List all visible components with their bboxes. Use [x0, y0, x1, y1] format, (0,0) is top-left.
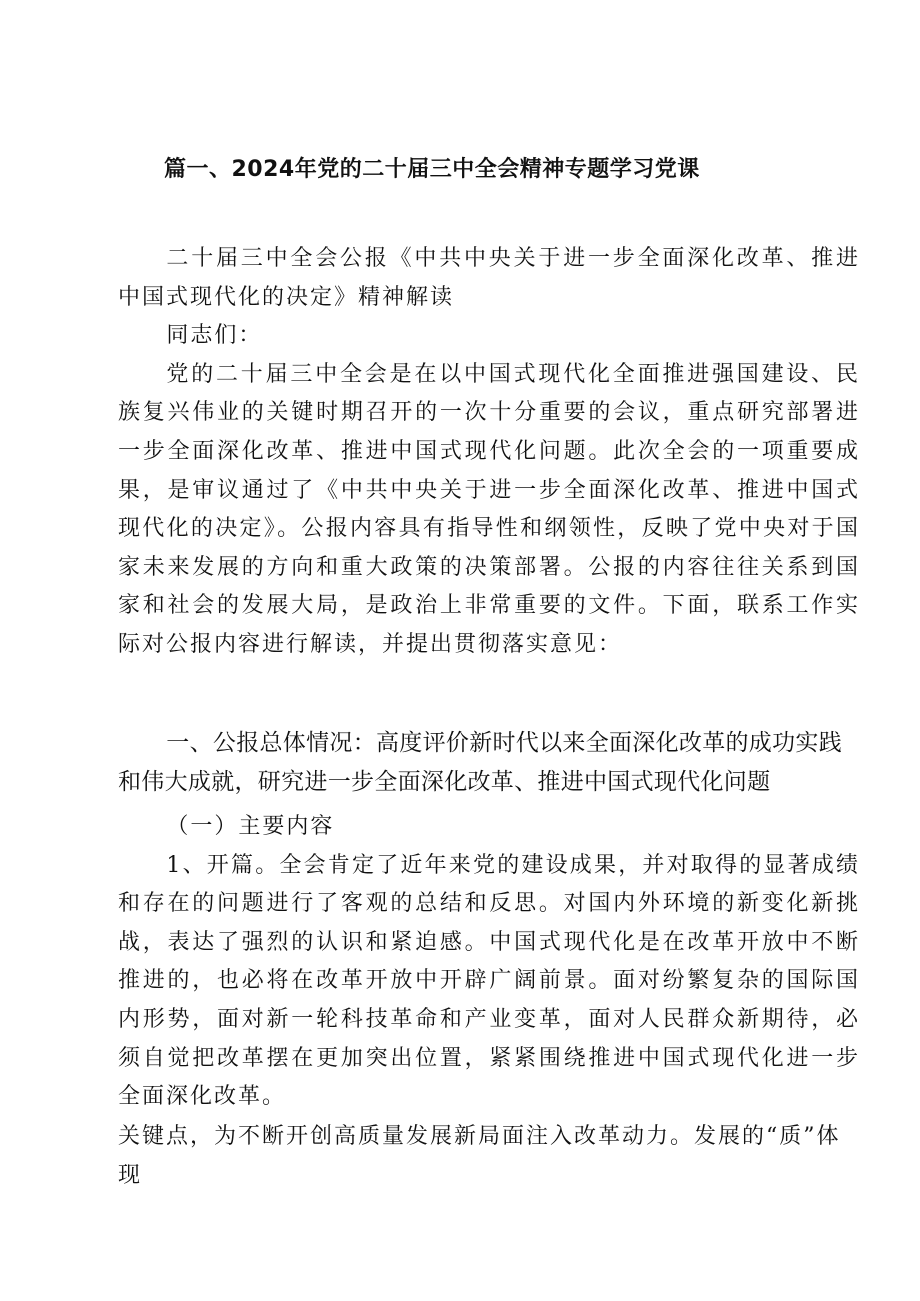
- subheading: （一）主要内容: [166, 814, 335, 839]
- intro-block: [118, 240, 860, 665]
- body-paragraph-2: 1、开篇。全会肯定了近年来党的建设成果，并对取得的显著成绩和存在的问题进行了客观的总结和反思。对国内外环境的新变化新挑战，表达了强烈的认识和紧迫感。中国式现代化是在改革开放中不断推进的，也必将在改革开放中开辟广阔前景。面对纷繁复杂的国际国内形势，面对新一轮科技革命和产业变革，面对人民群众新期待，必须自觉把改革摆在更加突出位置，紧紧围绕推进中国式现代化进一步全面深化改革。: [118, 852, 860, 1110]
- document-title: 篇一、2024年党的二十届三中全会精神专题学习党课: [164, 157, 700, 182]
- body-paragraph-1: 党的二十届三中全会是在以中国式现代化全面推进强国建设、民族复兴伟业的关键时期召开的一次十分重要的会议，重点研究部署进一步全面深化改革、推进中国式现代化问题。此次全会的一项重要成果，是审议通过了《中共中央关于进一步全面深化改革、推进中国式现代化的决定》。公报内容具有指导性和纲领性，反映了党中央对于国家未来发展的方向和重大政策的决策部署。公报的内容往往关系到国家和社会的发展大局，是政治上非常重要的文件。下面，联系工作实际对公报内容进行解读，并提出贯彻落实意见：: [118, 361, 860, 657]
- body-paragraph-3: 关键点，为不断开创高质量发展新局面注入改革动力。发展的“质”体现: [118, 1124, 841, 1188]
- intro-paragraph: 二十届三中全会公报《中共中央关于进一步全面深化改革、推进中国式现代化的决定》精神解读: [118, 246, 860, 310]
- section-heading-1: 一、公报总体情况：高度评价新时代以来全面深化改革的成功实践和伟大成就，研究进一步全面深化改革、推进中国式现代化问题: [118, 730, 842, 795]
- section-body: [118, 808, 860, 1117]
- greeting-line: 同志们：: [166, 323, 263, 349]
